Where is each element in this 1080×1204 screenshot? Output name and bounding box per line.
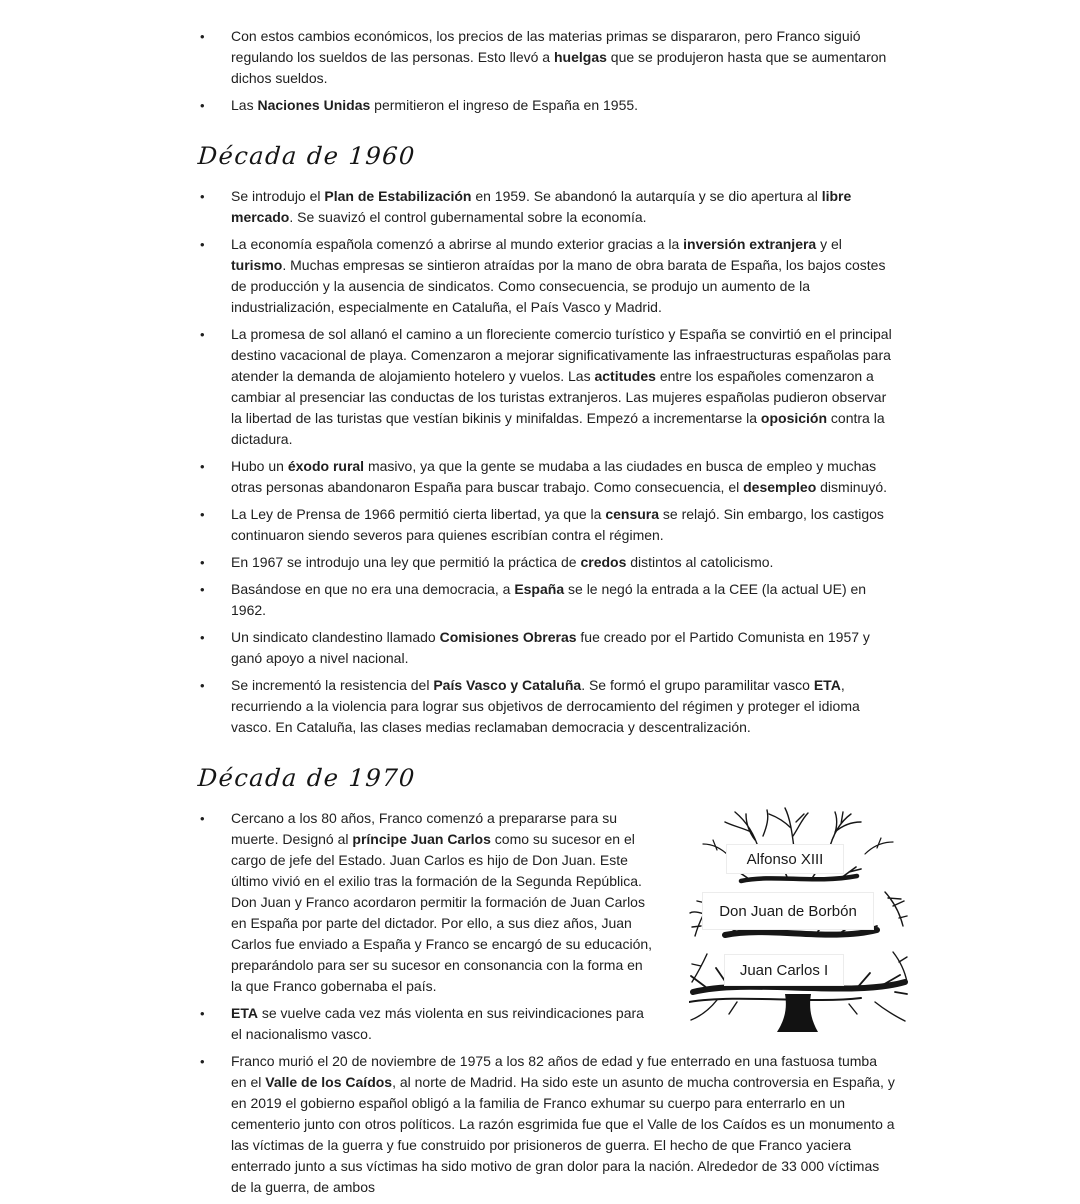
text-run: Un sindicato clandestino llamado <box>231 629 440 645</box>
bold-text-run: oposición <box>760 410 828 426</box>
bullet-dot-icon: • <box>200 237 205 252</box>
bold-text-run: huelgas <box>553 49 607 65</box>
section-heading-1970: Década de 1970 <box>197 764 417 792</box>
bullet-item <box>197 1051 895 1198</box>
text-run: , recurriendo a la violencia para lograr sus objetivos de derrocamiento del régimen y proteger el idioma vasco. En Cataluña, las clases medias reclamaban democracia y descentralización. <box>231 677 860 735</box>
bold-text-run: ETA <box>813 677 841 693</box>
text-run: En 1967 se introdujo una ley que permitió la práctica de <box>231 554 581 570</box>
bullet-item <box>197 456 895 498</box>
text-run: se relajó. Sin embargo, los castigos continuaron siendo severos para quienes escribían contra el régimen. <box>231 506 884 543</box>
text-run: se vuelve cada vez más violenta en sus reivindicaciones para el nacionalismo vasco. <box>231 1005 644 1042</box>
text-run: que se produjeron hasta que se aumentaron dichos sueldos. <box>231 49 887 86</box>
bullet-dot-icon: • <box>200 1006 205 1021</box>
bullet-dot-icon: • <box>200 811 205 826</box>
bullet-item <box>197 26 895 89</box>
bullet-dot-icon: • <box>200 29 205 44</box>
bold-text-run: País Vasco y Cataluña <box>433 677 582 693</box>
bold-text-run: inversión extranjera <box>683 236 817 252</box>
bullet-dot-icon: • <box>200 582 205 597</box>
bold-text-run: libre mercado <box>231 188 852 225</box>
bullet-item <box>197 627 895 669</box>
tree-label-juan-carlos-i: Juan Carlos I <box>724 954 844 986</box>
bullet-dot-icon: • <box>200 630 205 645</box>
bullet-dot-icon: • <box>200 507 205 522</box>
bullet-item <box>197 324 895 450</box>
text-run: La Ley de Prensa de 1966 permitió cierta libertad, ya que la <box>231 506 606 522</box>
bullet-dot-icon: • <box>200 98 205 113</box>
section-heading-1960: Década de 1960 <box>197 142 417 170</box>
text-run: Se introdujo el <box>231 188 325 204</box>
bullet-dot-icon: • <box>200 1054 205 1069</box>
bullet-item <box>197 808 655 997</box>
bold-text-run: Valle de los Caídos <box>265 1074 393 1090</box>
bold-text-run: ETA <box>231 1005 258 1021</box>
text-run: La promesa de sol allanó el camino a un floreciente comercio turístico y España se convirtió en el principal destino vacacional de playa. Comenzaron a mejorar significativamente las infraestructuras españolas para atender la demanda de alojamiento hotelero y vuelos. Las <box>231 326 892 384</box>
intro-bullet-list <box>197 26 895 116</box>
text-run: Basándose en que no era una democracia, a <box>231 581 515 597</box>
text-run: Franco murió el 20 de noviembre de 1975 a los 82 años de edad y fue enterrado en una fastuosa tumba en el <box>231 1053 877 1090</box>
bullet-item <box>197 186 895 228</box>
text-run: fue creado por el Partido Comunista en 1957 y ganó apoyo a nivel nacional. <box>231 629 870 666</box>
text-run: Con estos cambios económicos, los precios de las materias primas se dispararon, pero Franco siguió regulando los sueldos de las personas. Esto llevó a <box>231 28 861 65</box>
text-run: como su sucesor en el cargo de jefe del Estado. Juan Carlos es hijo de Don Juan. Este último vivió en el exilio tras la formación de la Segunda República. Don Juan y Franco acordaron permitir la formación de Juan Carlos en España por parte del dictador. Por ello, a sus diez años, Juan Carlos fue enviado a España y Franco se encargó de su educación, preparándolo para ser su sucesor en consonancia con la forma en la que Franco gobernaba el país. <box>231 831 653 994</box>
bullet-dot-icon: • <box>200 555 205 570</box>
text-run: se le negó la entrada a la CEE (la actual UE) en 1962. <box>231 581 867 618</box>
text-run: permitieron el ingreso de España en 1955. <box>370 97 639 113</box>
family-tree-figure <box>689 804 909 1039</box>
text-run: . Se suavizó el control gubernamental sobre la economía. <box>289 209 647 225</box>
text-run: y el <box>816 236 842 252</box>
text-run: Cercano a los 80 años, Franco comenzó a prepararse para su muerte. Designó al <box>231 810 617 847</box>
tree-label-don-juan-de-borbon: Don Juan de Borbón <box>702 892 874 930</box>
text-run: , al norte de Madrid. Ha sido este un asunto de mucha controversia en España, y en 2019 el gobierno español obligó a la familia de Franco exhumar su cuerpo para enterrarlo en un cementerio junto con otros políticos. La razón esgrimida fue que el Valle de los Caídos es un monumento a las víctimas de la guerra y fue construido por prisioneros de guerra. El hecho de que Franco yaciera enterrado junto a sus víctimas ha sido motivo de gran dolor para la nación. Alrededor de 33 000 víctimas de la guerra, de ambos <box>231 1074 895 1195</box>
text-run: . Se formó el grupo paramilitar vasco <box>581 677 814 693</box>
bullet-item <box>197 1003 655 1045</box>
tree-label-alfonso-xiii: Alfonso XIII <box>726 844 844 874</box>
bullet-dot-icon: • <box>200 459 205 474</box>
section-1970 <box>197 764 895 1198</box>
bold-text-run: Comisiones Obreras <box>439 629 577 645</box>
bold-text-run: censura <box>605 506 660 522</box>
bullet-item <box>197 579 895 621</box>
bold-text-run: príncipe Juan Carlos <box>352 831 491 847</box>
bullet-item <box>197 675 895 738</box>
bullet-item <box>197 95 895 116</box>
text-run: La economía española comenzó a abrirse al mundo exterior gracias a la <box>231 236 684 252</box>
bold-text-run: Plan de Estabilización <box>324 188 472 204</box>
bullet-dot-icon: • <box>200 189 205 204</box>
text-run: en 1959. Se abandonó la autarquía y se dio apertura al <box>471 188 822 204</box>
bold-text-run: Naciones Unidas <box>257 97 371 113</box>
bold-text-run: desempleo <box>743 479 817 495</box>
bold-text-run: credos <box>580 554 627 570</box>
document-content <box>197 26 895 1204</box>
text-run: masivo, ya que la gente se mudaba a las ciudades en busca de empleo y muchas otras personas abandonaron España para buscar trabajo. Como consecuencia, el <box>231 458 877 495</box>
bullet-item <box>197 504 895 546</box>
bullet-dot-icon: • <box>200 678 205 693</box>
text-run: contra la dictadura. <box>231 410 885 447</box>
bullet-dot-icon: • <box>200 327 205 342</box>
bold-text-run: actitudes <box>594 368 656 384</box>
text-run: entre los españoles comenzaron a cambiar al presenciar las conductas de los turistas extranjeros. Las mujeres españolas pudieron observar la libertad de las turistas que vestían bikinis y minifaldas. Empezó a incrementarse la <box>231 368 887 426</box>
bullet-list-1960 <box>197 186 895 738</box>
text-run: . Muchas empresas se sintieron atraídas por la mano de obra barata de España, los bajos costes de producción y la ausencia de sindicatos. Como consecuencia, se produjo un aumento de la industrialización, especialmente en Cataluña, el País Vasco y Madrid. <box>231 257 886 315</box>
bullet-item <box>197 552 895 573</box>
text-run: disminuyó. <box>816 479 888 495</box>
bold-text-run: turismo <box>231 257 283 273</box>
bullet-item <box>197 234 895 318</box>
bold-text-run: éxodo rural <box>287 458 365 474</box>
bold-text-run: España <box>514 581 565 597</box>
text-run: Se incrementó la resistencia del <box>231 677 434 693</box>
text-run: distintos al catolicismo. <box>626 554 774 570</box>
text-run: Hubo un <box>231 458 288 474</box>
text-run: Las <box>231 97 258 113</box>
